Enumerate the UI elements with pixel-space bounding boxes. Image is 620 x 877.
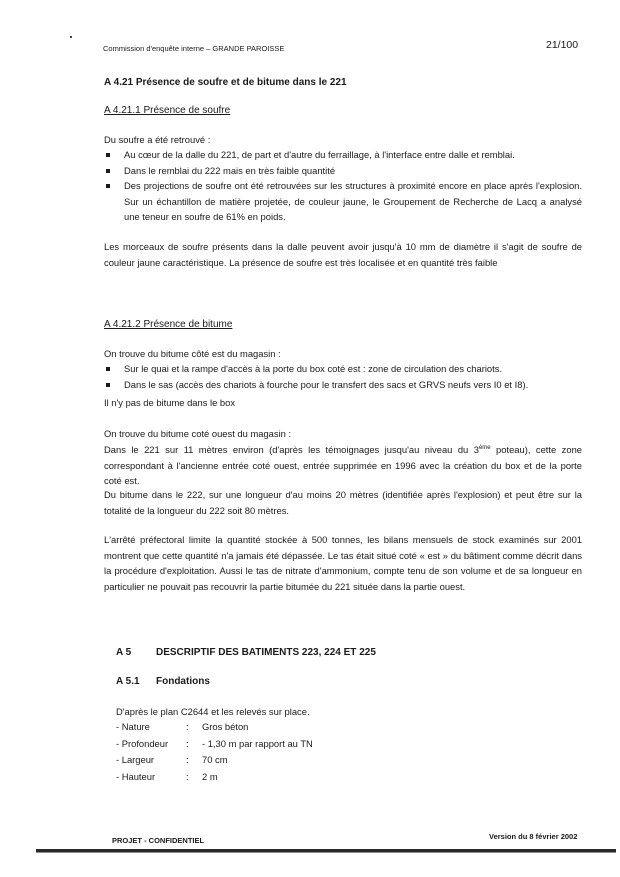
list-item: Dans le sas (accès des chariots à fourche pour le transfert des sacs et GRVS neufs vers I0 et I8). <box>104 377 586 393</box>
spec-value: 70 cm <box>202 754 228 765</box>
subsection-number-a5-1: A 5.1 <box>116 676 140 687</box>
list-item: Au cœur de la dalle du 221, de part et d'autre du ferraillage, à l'interface entre dalle et remblai. <box>104 147 582 163</box>
bitumen-west-text-a: Dans le 221 sur 11 mètres environ (d'après les témoignages jusqu'au niveau du 3 <box>104 444 479 456</box>
prefectoral-order-paragraph: L'arrêté préfectoral limite la quantité stockée à 500 tonnes, les bilans mensuels de stock examinés sur 2001 montrent que cette quantité n'a jamais été dépassée. Le tas était situé coté « est » du bâtiment comme décrit dans la procédure d'exploitation. Aussi le tas de nitrate d'ammonium, compte tenu de son volume et de sa longueur en particulier ne pouvait pas recouvrir la partie bitumée du 221 située dans la partie ouest. <box>104 534 582 592</box>
header-left: Commission d'enquête interne – GRANDE PAROISSE <box>103 44 285 53</box>
bitumen-east-intro: On trouve du bitume côté est du magasin : <box>104 348 281 359</box>
spec-row <box>116 721 436 738</box>
spec-separator: : <box>186 770 189 782</box>
footer-rule-shadow <box>36 852 616 853</box>
spec-row <box>116 738 436 755</box>
list-item: Des projections de soufre ont été retrouvées sur les structures à proximité encore en place après l'explosion. Sur un échantillon de matière projetée, de couleur jaune, le Groupement de Recherche de Lacq a analysé une teneur en soufre de 61% en poids. <box>104 178 582 225</box>
sulfur-paragraph: Les morceaux de soufre présents dans la dalle peuvent avoir jusqu'à 10 mm de diamètre il s'agit de soufre de couleur jaune caractéristique. La présence de soufre est très localisée et en quantité très faible <box>104 241 582 268</box>
sulfur-intro: Du soufre a été retrouvé : <box>104 134 211 145</box>
sulfur-bullet-list <box>104 147 582 225</box>
subsection-title-4-21-2: A 4.21.2 Présence de bitume <box>104 319 233 330</box>
spec-value: 2 m <box>202 770 218 782</box>
list-item: Dans le remblai du 222 mais en très faible quantité <box>104 163 582 179</box>
bitumen-none-box: Il n'y pas de bitume dans le box <box>104 397 236 408</box>
section-title-a5: DESCRIPTIF DES BATIMENTS 223, 224 ET 225 <box>156 647 376 658</box>
superscript-text: ème <box>478 445 491 451</box>
footer-confidential: PROJET - CONFIDENTIEL <box>112 836 205 845</box>
spec-separator: : <box>186 754 189 765</box>
section-number-a5: A 5 <box>116 647 132 658</box>
spec-label: - Largeur <box>116 754 155 765</box>
spec-label: - Profondeur <box>116 737 169 749</box>
section-title-4-21: A 4.21 Présence de soufre et de bitume dans le 221 <box>104 77 347 88</box>
list-item: Sur le quai et la rampe d'accès à la porte du box coté est : zone de circulation des chariots. <box>104 361 586 377</box>
subsection-title-4-21-1: A 4.21.1 Présence de soufre <box>104 105 231 116</box>
foundations-intro: D'après le plan C2644 et les relevés sur place. <box>116 706 310 717</box>
spec-value: - 1,30 m par rapport au TN <box>202 737 313 749</box>
bitumen-west-paragraph-2: Du bitume dans le 222, sur une longueur d'au moins 20 mètres (identifiée après l'explosion) et peut être sur la totalité de la longueur du 222 soit 80 mètres. <box>104 489 582 516</box>
spec-separator: : <box>186 737 189 749</box>
spec-label: - Hauteur <box>116 770 156 782</box>
spec-value: Gros béton <box>202 721 249 732</box>
bitumen-bullet-list <box>104 361 586 392</box>
foundations-spec-list <box>116 721 436 787</box>
bitumen-west-intro: On trouve du bitume coté ouest du magasin : <box>104 428 292 439</box>
spec-label: - Nature <box>116 721 150 732</box>
spec-row <box>116 754 436 771</box>
subsection-title-a5-1: Fondations <box>156 676 210 687</box>
page-number: 21/100 <box>546 39 579 51</box>
footer-version: Version du 8 février 2002 <box>489 832 578 841</box>
spec-row <box>116 771 436 788</box>
bitumen-west-text-b: poteau), cette zone correspondant à l'ancienne entrée coté ouest, entrée supprimée en 1996 avec la création du box et de la porte coté est. <box>104 444 583 487</box>
spec-separator: : <box>186 721 189 732</box>
scan-speck <box>70 36 72 38</box>
bitumen-west-paragraph-1 <box>104 441 582 489</box>
